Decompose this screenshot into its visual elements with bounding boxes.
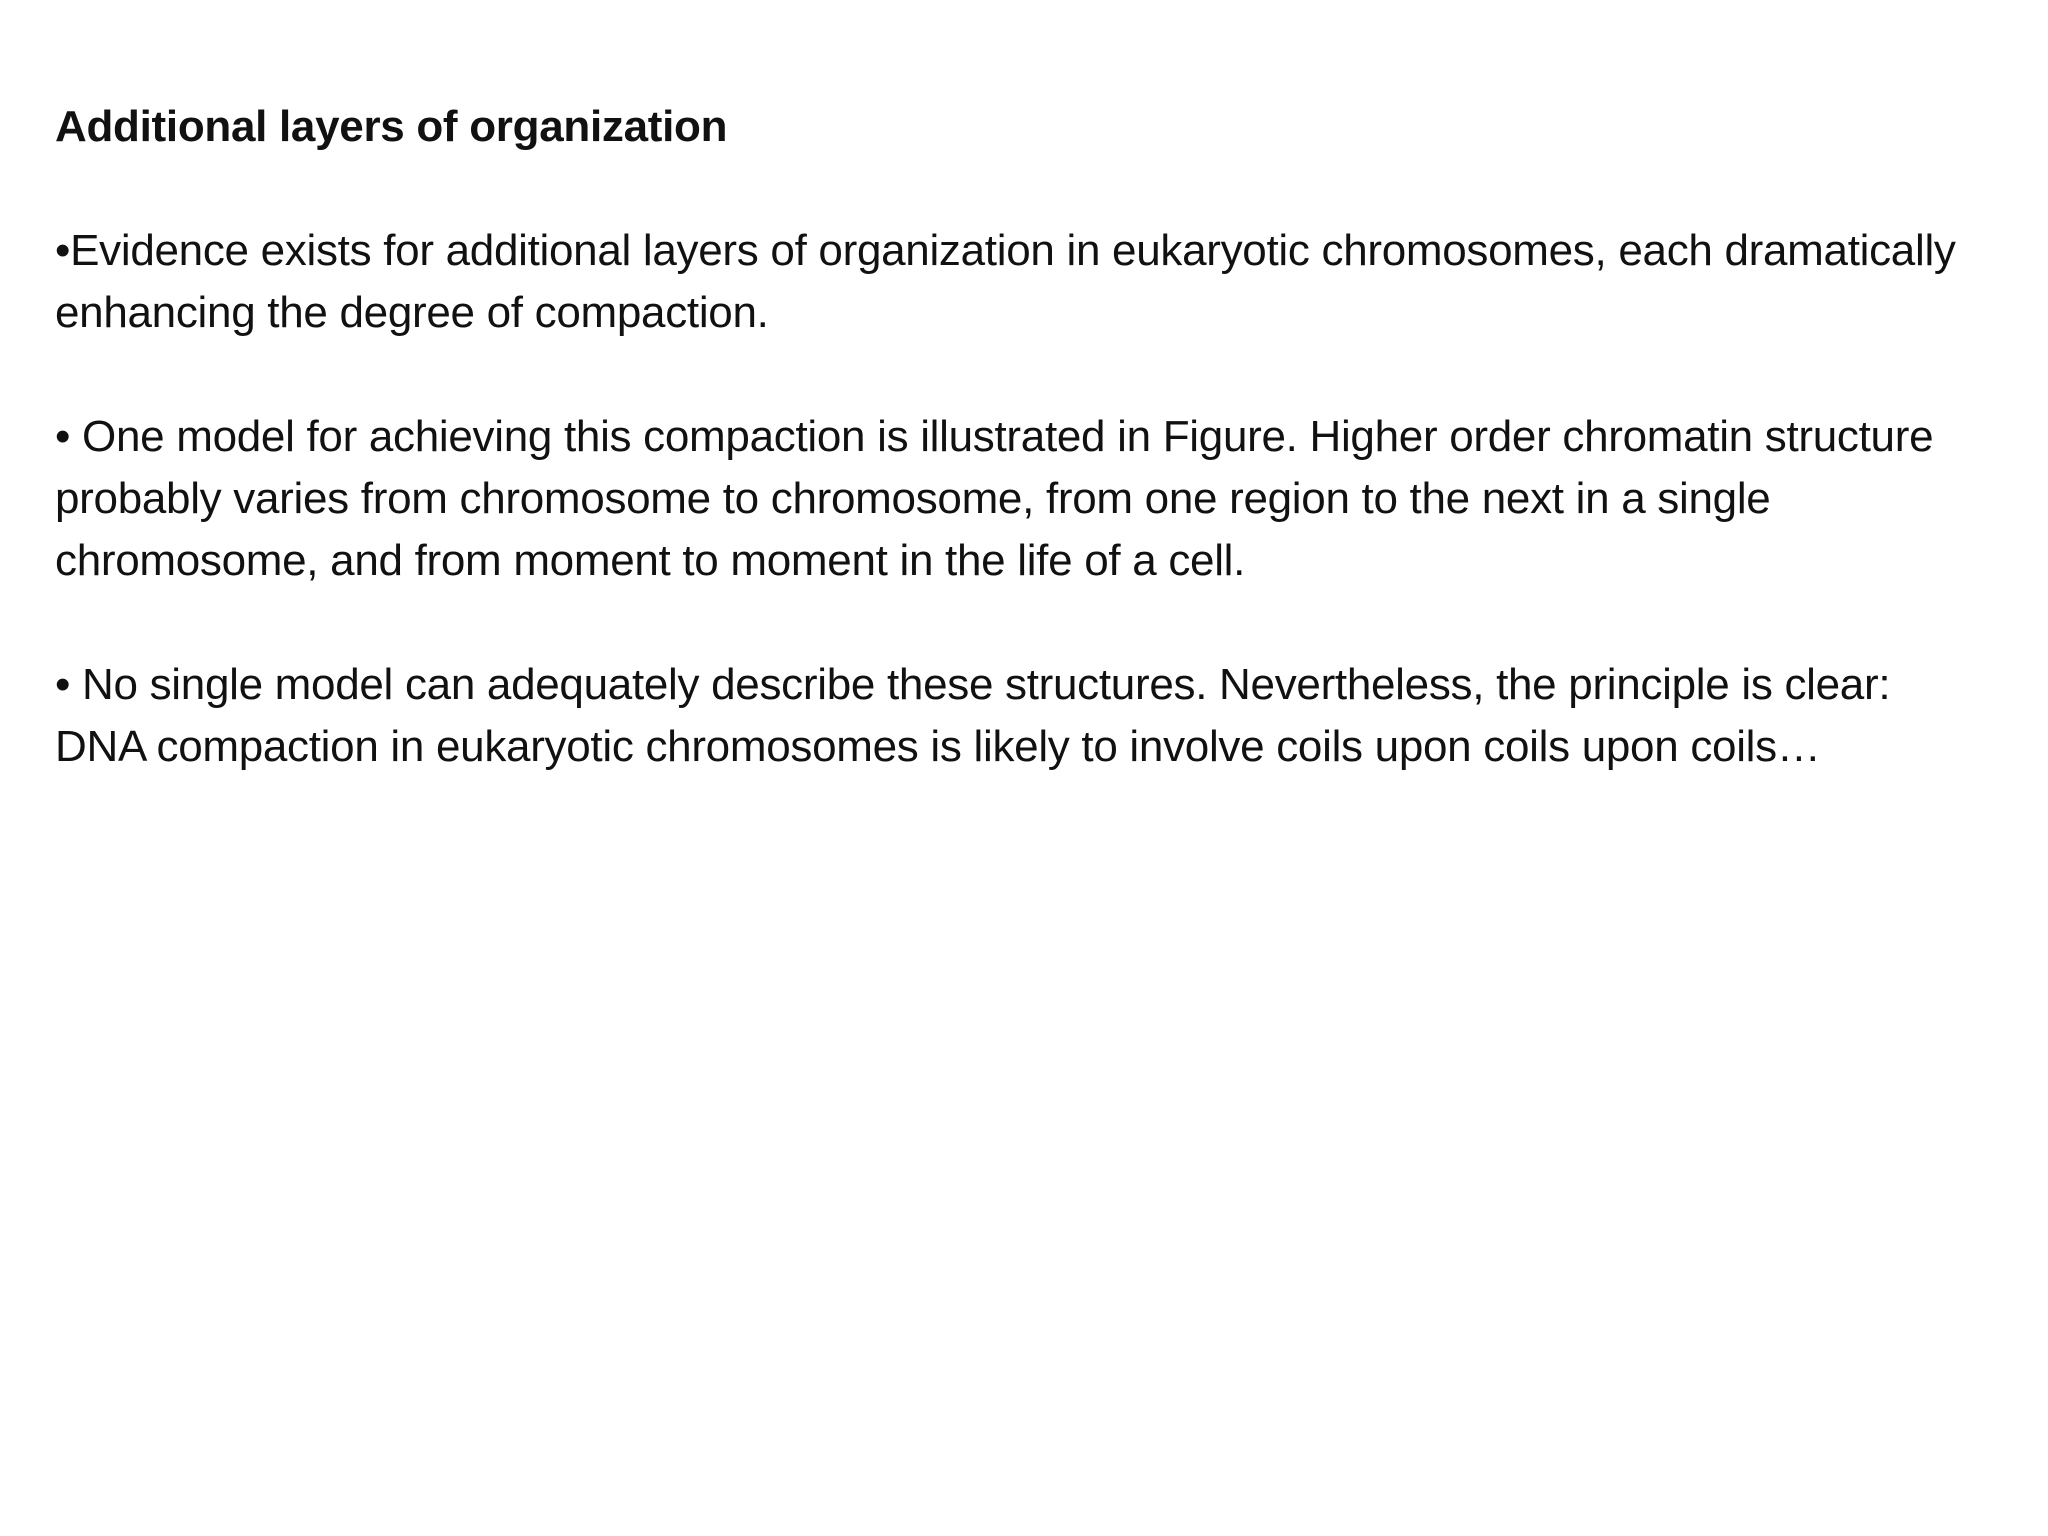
slide-title: Additional layers of organization [55,102,728,151]
bullet-evidence-layers: •Evidence exists for additional layers of organization in eukaryotic chromosomes, each dramatically enhancing the degree of compaction. [55,226,1956,337]
slide-content [55,96,1985,840]
bullet-compaction-model: • One model for achieving this compaction is illustrated in Figure. Higher order chromatin structure probably varies from chromosome to chromosome, from one region to the next in a single chromosome, and from moment to moment in the life of a cell. [55,412,1934,585]
bullet-coils-principle: • No single model can adequately describe these structures. Nevertheless, the principle is clear: DNA compaction in eukaryotic chromosomes is likely to involve coils upon coils upon coils… [55,660,1891,771]
